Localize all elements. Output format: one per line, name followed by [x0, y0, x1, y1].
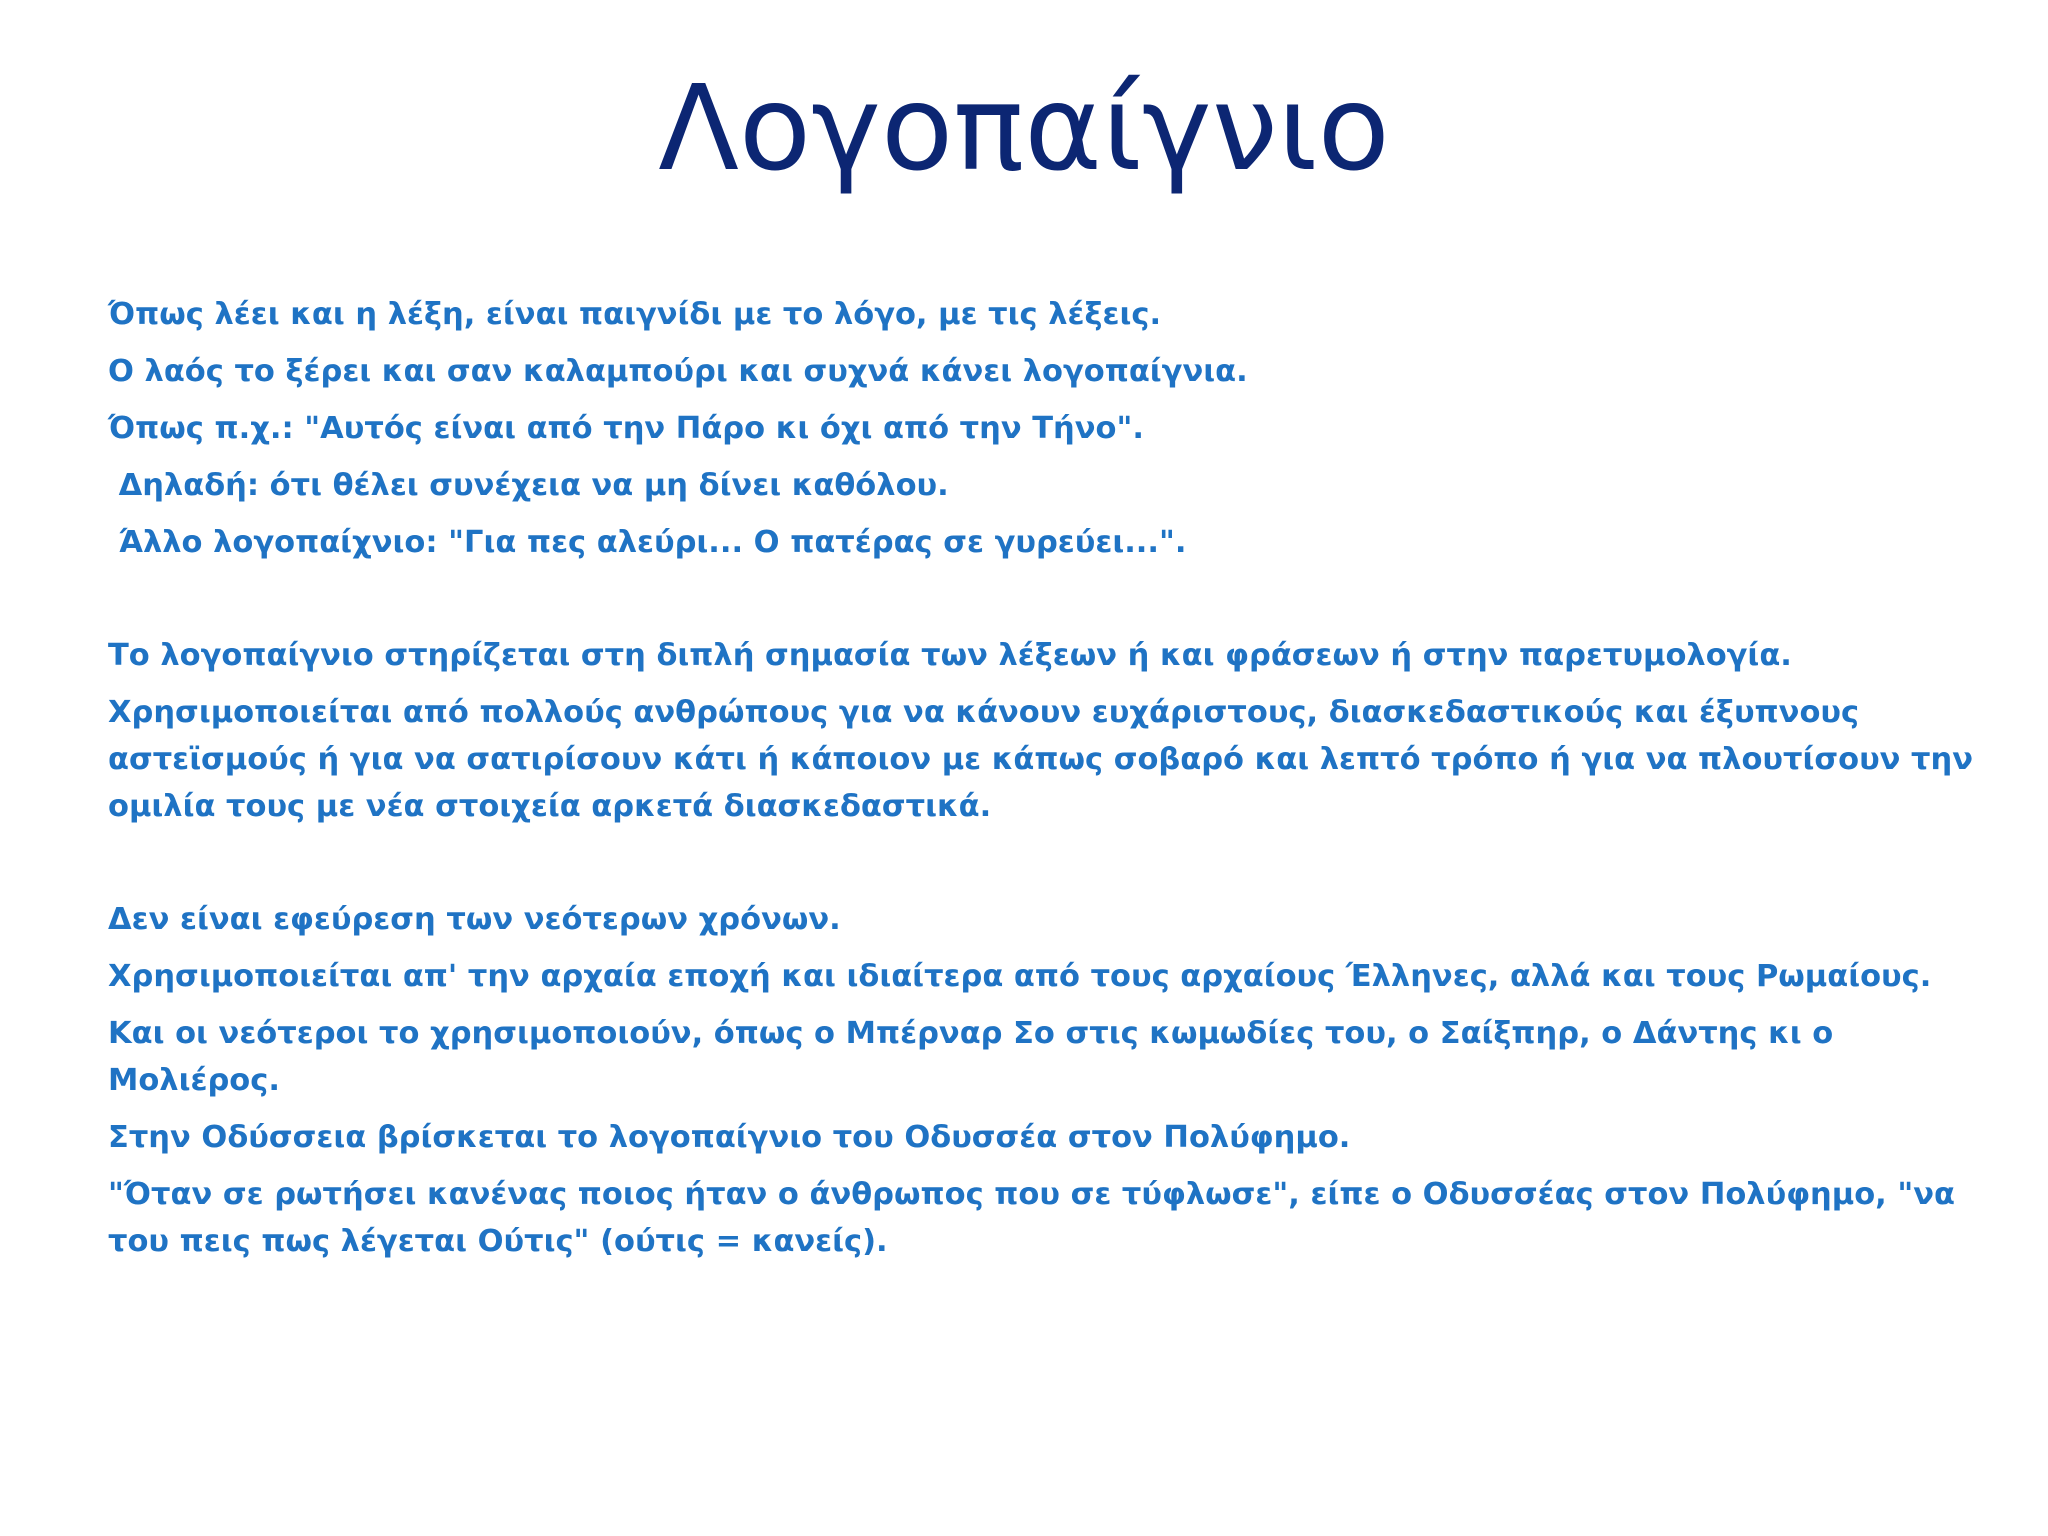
paragraph-11: Στην Οδύσσεια βρίσκεται το λογοπαίγνιο του Οδυσσέα στον Πολύφημο.: [108, 1120, 1351, 1155]
paragraph-7: Χρησιμοποιείται από πολλούς ανθρώπους για να κάνουν ευχάριστους, διασκεδαστικούς και έξυπνους αστεϊσμούς ή για να σατιρίσουν κάτι ή κάποιον με κάπως σοβαρό και λεπτό τρόπο ή για να πλουτίσουν την ομιλία τους με νέα στοιχεία αρκετά διασκεδαστικά.: [108, 695, 1974, 824]
paragraph-5: Άλλο λογοπαίχνιο: "Για πες αλεύρι... Ο πατέρας σε γυρεύει...".: [108, 525, 1187, 560]
paragraph-6: Το λογοπαίγνιο στηρίζεται στη διπλή σημασία των λέξεων ή και φράσεων ή στην παρετυμολογία.: [108, 638, 1792, 673]
paragraph-spacer: [108, 835, 1988, 891]
slide-body: [108, 286, 1988, 1270]
paragraph-10: Και οι νεότεροι το χρησιμοποιούν, όπως ο Μπέρναρ Σο στις κωμωδίες του, ο Σαίξπηρ, ο Δάντης κι ο Μολιέρος.: [108, 1016, 1834, 1098]
paragraph-9: Χρησιμοποιείται απ' την αρχαία εποχή και ιδιαίτερα από τους αρχαίους Έλληνες, αλλά και τους Ρωμαίους.: [108, 959, 1932, 994]
slide-title: Λογοπαίγνιο: [658, 59, 1390, 197]
paragraph-1: Όπως λέει και η λέξη, είναι παιγνίδι με το λόγο, με τις λέξεις.: [108, 297, 1162, 332]
paragraph-3: Όπως π.χ.: "Αυτός είναι από την Πάρο κι όχι από την Τήνο".: [108, 411, 1144, 446]
paragraph-12: "Όταν σε ρωτήσει κανένας ποιος ήταν ο άνθρωπος που σε τύφλωσε", είπε ο Οδυσσέας στον Πολύφημο, "να του πεις πως λέγεται Ούτις" (ούτις = κανείς).: [108, 1177, 1955, 1259]
paragraph-8: Δεν είναι εφεύρεση των νεότερων χρόνων.: [108, 902, 841, 937]
paragraph-4: Δηλαδή: ότι θέλει συνέχεια να μη δίνει καθόλου.: [108, 468, 949, 503]
paragraph-2: Ο λαός το ξέρει και σαν καλαμπούρι και συχνά κάνει λογοπαίγνια.: [108, 354, 1248, 389]
paragraph-spacer: [108, 571, 1988, 627]
